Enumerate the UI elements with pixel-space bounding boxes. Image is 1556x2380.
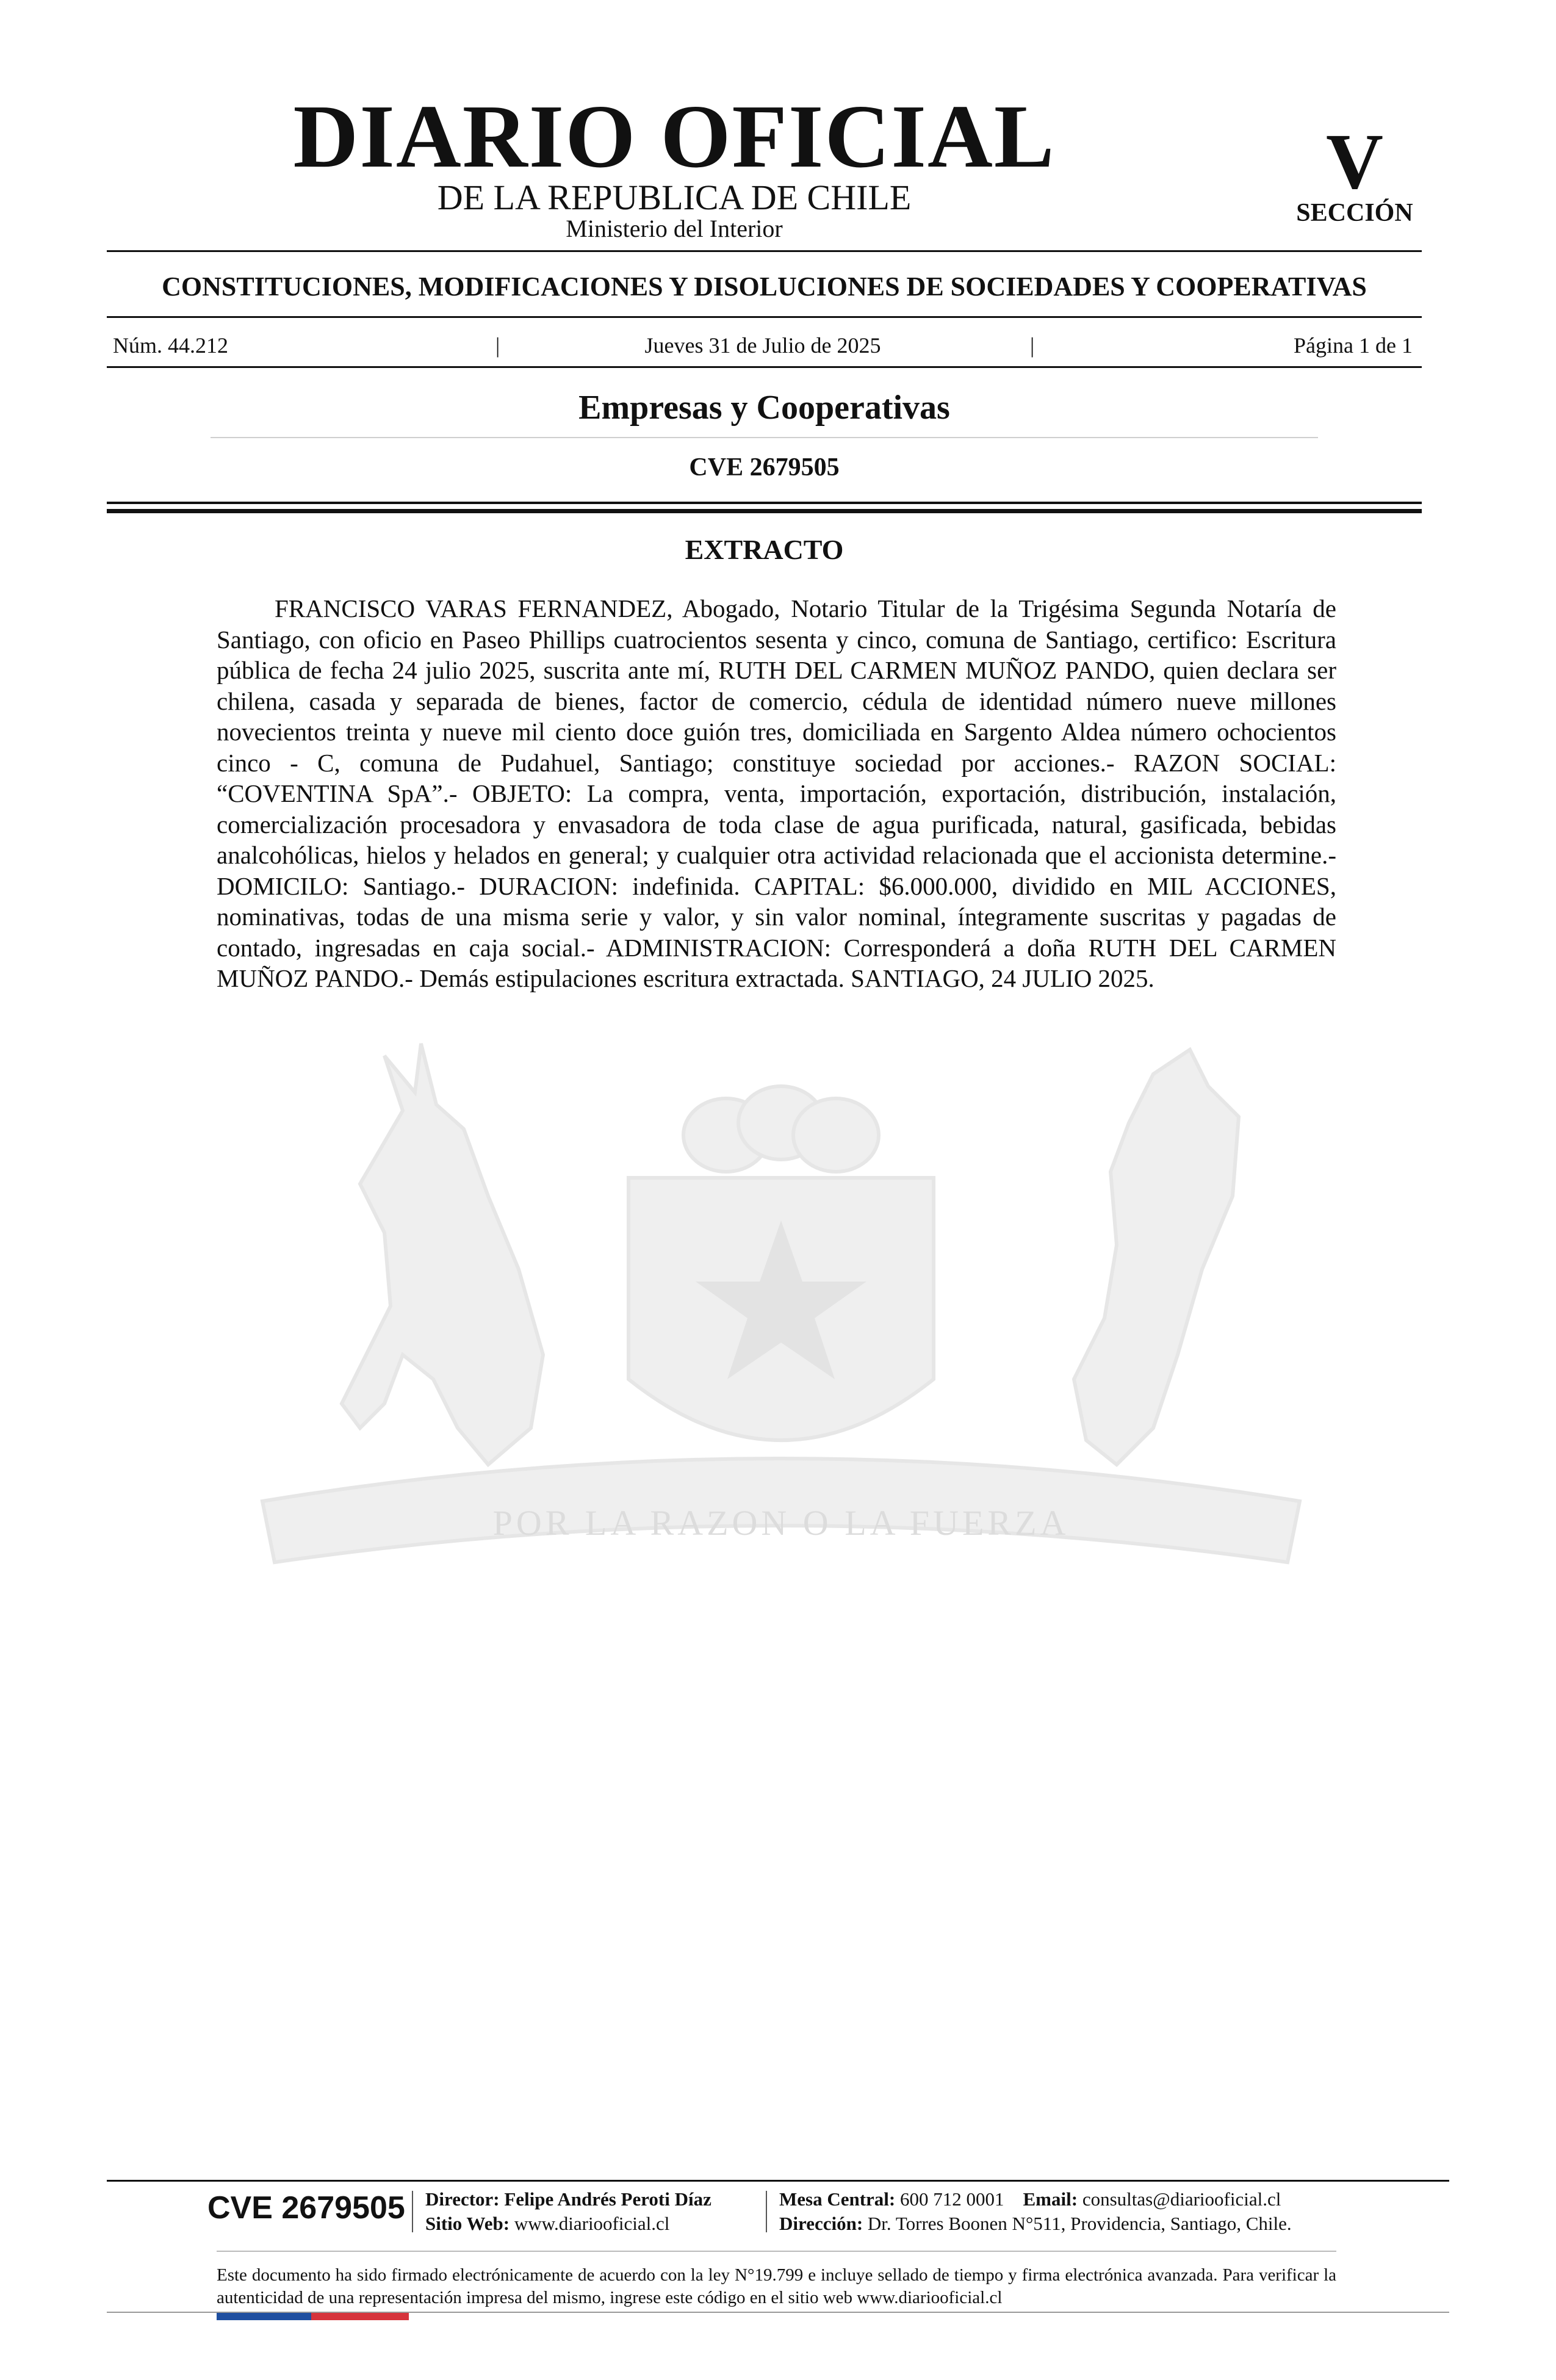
web-link[interactable]: www.diariooficial.cl	[514, 2213, 670, 2234]
watermark-motto: POR LA RAZON O LA FUERZA	[492, 1503, 1070, 1543]
footer-contact	[779, 2187, 1292, 2236]
masthead-title: DIARIO OFICIAL	[293, 87, 1056, 187]
category-title: Empresas y Cooperativas	[578, 389, 950, 427]
section-letter: V	[1326, 118, 1383, 206]
flag-stripe-blue	[217, 2313, 311, 2320]
cve-code: CVE 2679505	[689, 453, 840, 481]
double-rule-top	[107, 502, 1422, 504]
section-title-rule	[107, 316, 1422, 318]
coat-of-arms-watermark-icon	[201, 1037, 1361, 1678]
issue-number: Núm. 44.212	[113, 333, 228, 358]
footer-signature-note: Este documento ha sido firmado electrónicamente de acuerdo con la ley N°19.799 e incluye sellado de tiempo y firma electrónica avanzada. Para verificar la autenticidad de una representación impresa del mismo, ingrese este código en el sitio web www.diariooficial.cl	[217, 2265, 1336, 2307]
document-body: FRANCISCO VARAS FERNANDEZ, Abogado, Notario Titular de la Trigésima Segunda Notaría de Santiago, con oficio en Paseo Phillips cuatrocientos sesenta y cinco, comuna de Santiago, certifico: Escritura pública de fecha 24 julio 2025, suscrita ante mí, RUTH DEL CARMEN MUÑOZ PANDO, quien declara ser chilena, casada y separada de bienes, factor de comercio, cédula de identidad número nueve millones novecientos treinta y nueve mil ciento doce guión tres, domiciliada en Sargento Aldea número ochocientos cinco - C, comuna de Pudahuel, Santiago; constituye sociedad por acciones.- RAZON SOCIAL: “COVENTINA SpA”.- OBJETO: La compra, venta, importación, exportación, distribución, instalación, comercialización procesadora y envasadora de toda clase de agua purificada, natural, gasificada, bebidas analcohólicas, hielos y helados en general; y cualquier otra actividad relacionada que el accionista determine.- DOMICILO: Santiago.- DURACION: indefinida. CAPITAL: $6.000.000, dividido en MIL ACCIONES, nominativas, todas de una misma serie y valor, y sin valor nominal, íntegramente suscritas y pagadas de contado, ingresadas en caja social.- ADMINISTRACION: Corresponderá a doña RUTH DEL CARMEN MUÑOZ PANDO.- Demás estipulaciones escritura extractada. SANTIAGO, 24 JULIO 2025.	[217, 594, 1336, 992]
footer-inner-rule	[217, 2251, 1336, 2252]
masthead-subtitle: DE LA REPUBLICA DE CHILE	[437, 178, 912, 217]
footer-rule	[107, 2180, 1449, 2182]
footer-director	[425, 2187, 711, 2236]
footer-separator	[766, 2191, 767, 2232]
director-label: Director:	[425, 2188, 500, 2210]
masthead-rule	[107, 250, 1422, 252]
page-indicator: Página 1 de 1	[1294, 333, 1413, 358]
footer-separator	[412, 2191, 413, 2232]
double-rule-bottom	[107, 509, 1422, 513]
web-label: Sitio Web:	[425, 2213, 510, 2234]
info-separator: |	[1030, 333, 1035, 358]
issue-date: Jueves 31 de Julio de 2025	[644, 333, 881, 358]
email-link[interactable]: consultas@diariooficial.cl	[1082, 2188, 1281, 2210]
info-separator: |	[495, 333, 500, 358]
footer-cve-code: CVE 2679505	[207, 2190, 405, 2226]
info-bar-rule	[107, 366, 1422, 368]
masthead-ministry: Ministerio del Interior	[566, 215, 783, 242]
flag-stripe-red	[311, 2313, 409, 2320]
address-value: Dr. Torres Boonen N°511, Providencia, Santiago, Chile.	[867, 2213, 1292, 2234]
category-divider	[211, 437, 1318, 438]
phone-label: Mesa Central:	[779, 2188, 896, 2210]
phone-value: 600 712 0001	[900, 2188, 1004, 2210]
section-title: CONSTITUCIONES, MODIFICACIONES Y DISOLUCIONES DE SOCIEDADES Y COOPERATIVAS	[162, 272, 1367, 301]
document-heading: EXTRACTO	[685, 534, 844, 565]
director-name: Felipe Andrés Peroti Díaz	[504, 2188, 711, 2210]
address-label: Dirección:	[779, 2213, 863, 2234]
email-label: Email:	[1023, 2188, 1078, 2210]
section-word: SECCIÓN	[1296, 199, 1413, 227]
